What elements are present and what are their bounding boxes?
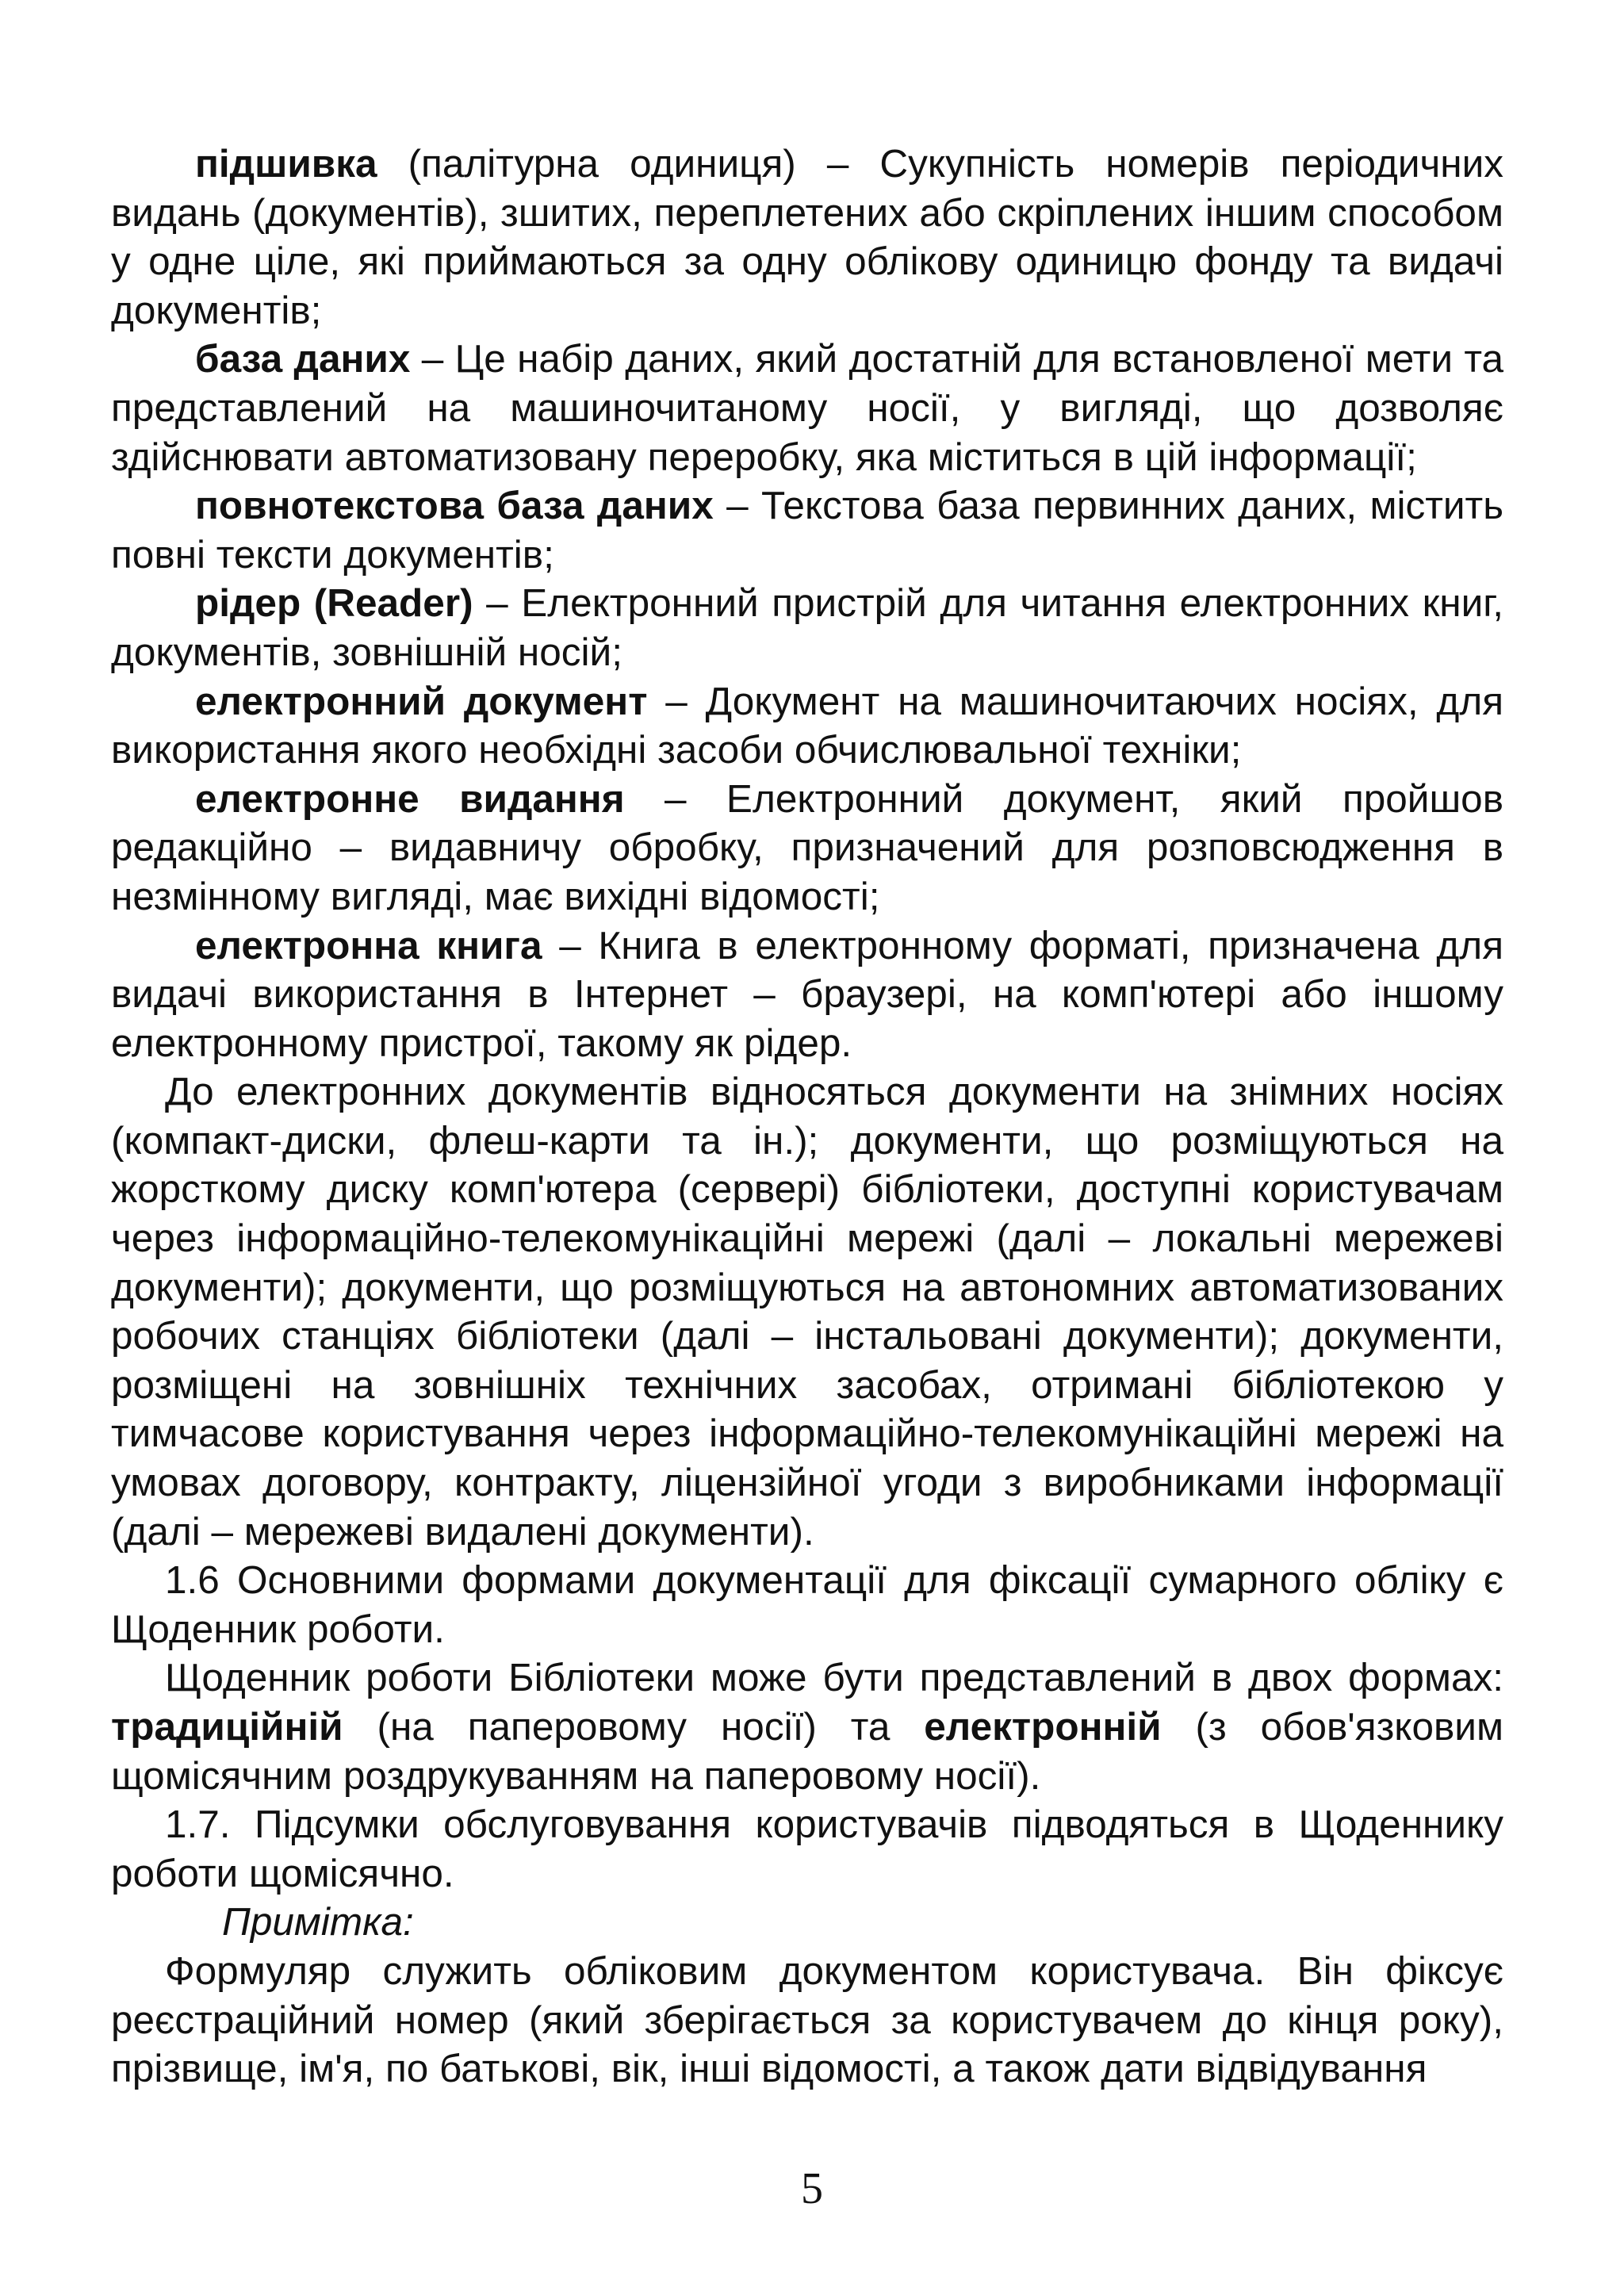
definition-reader xyxy=(111,579,1503,676)
document-page xyxy=(111,140,1503,2094)
definition-elektronnyi-dokument xyxy=(111,677,1503,775)
definition-term: рідер (Reader) xyxy=(195,581,473,626)
paragraph-section-1-6: 1.6 Основними формами документації для фіксації сумарного обліку є Щоденник роботи. xyxy=(111,1558,1503,1651)
definition-term: електронна книга xyxy=(195,923,542,967)
definition-term: підшивка xyxy=(195,142,377,186)
paragraph-electronic-documents: До електронних документів відносяться документи на знімних носіях (компакт-диски, флеш-карти та ін.); документи, що розміщуються на жорсткому диску комп'ютера (сервері) бібліотеки, доступні користувачам через інформаційно-телекомунікаційні мережі (далі – локальні мережеві документи); документи, що розміщуються на автономних автоматизованих робочих станціях бібліотеки (далі – інстальовані документи); документи, розміщені на зовнішніх технічних засобах, отримані бібліотекою у тимчасове користування через інформаційно-телекомунікаційні мережі на умовах договору, контракту, ліцензійної угоди з виробниками інформації (далі – мережеві видалені документи). xyxy=(111,1070,1503,1554)
definition-term: повнотекстова база даних xyxy=(195,484,714,528)
definition-text: – Це набір даних, який достатній для встановленої мети та представлений на машиночитаному носії, у вигляді, що дозволяє здійснювати автоматизовану переробку, яка міститься в цій інформації; xyxy=(111,337,1503,479)
definition-text: (палітурна одиниця) – Сукупність номерів періодичних видань (документів), зшитих, переплетених або скріплених іншим способом у одне ціле, які приймаються за одну облікову одиницю фонду та видачі документів; xyxy=(111,142,1503,332)
definition-text: – Текстова база первинних даних, містить повні тексти документів; xyxy=(111,484,1504,577)
definition-text: – Електронний документ, який пройшов редакційно – видавничу обробку, призначений для розповсюдження в незмінному вигляді, має вихідні відомості; xyxy=(111,776,1503,918)
definition-text: – Книга в електронному форматі, призначена для видачі використання в Інтернет – браузері, на комп'ютері або іншому електронному пристрої, такому як рідер. xyxy=(111,923,1503,1065)
definition-elektronne-vydannia xyxy=(111,775,1503,921)
note-label: Примітка: xyxy=(222,1900,414,1944)
definition-term: база даних xyxy=(195,337,411,381)
diary-form-electronic: електронній xyxy=(924,1705,1162,1749)
page-number: 5 xyxy=(801,2164,823,2213)
definition-povnotekstova-baza xyxy=(111,481,1503,579)
diary-forms-prefix: Щоденник роботи Бібліотеки може бути представлений в двох формах: xyxy=(165,1656,1503,1700)
definition-text: – Документ на машиночитаючих носіях, для використання якого необхідні засоби обчислювальної техніки; xyxy=(111,679,1504,772)
definition-term: електронний документ xyxy=(195,679,648,723)
paragraph-section-1-7: 1.7. Підсумки обслуговування користувачів підводяться в Щоденнику роботи щомісячно. xyxy=(111,1803,1503,1895)
paragraph-diary-forms xyxy=(111,1653,1503,1800)
definition-baza-danykh xyxy=(111,335,1503,481)
diary-forms-suffix: (з обов'язковим щомісячним роздрукуванням на паперовому носії). xyxy=(111,1705,1503,1798)
diary-form-traditional: традиційній xyxy=(111,1705,343,1749)
definition-term: електронне видання xyxy=(195,776,625,821)
paragraph-formular: Формуляр служить обліковим документом користувача. Він фіксує реєстраційний номер (який зберігається за користувачем до кінця року), прізвище, ім'я, по батькові, вік, інші відомості, а також дати відвідування xyxy=(111,1948,1503,2091)
diary-forms-middle: (на паперовому носії) та xyxy=(343,1705,925,1749)
definition-podshyvka xyxy=(111,140,1503,335)
definition-text: – Електронний пристрій для читання електронних книг, документів, зовнішній носій; xyxy=(111,581,1503,674)
definition-elektronna-knyha xyxy=(111,921,1503,1068)
